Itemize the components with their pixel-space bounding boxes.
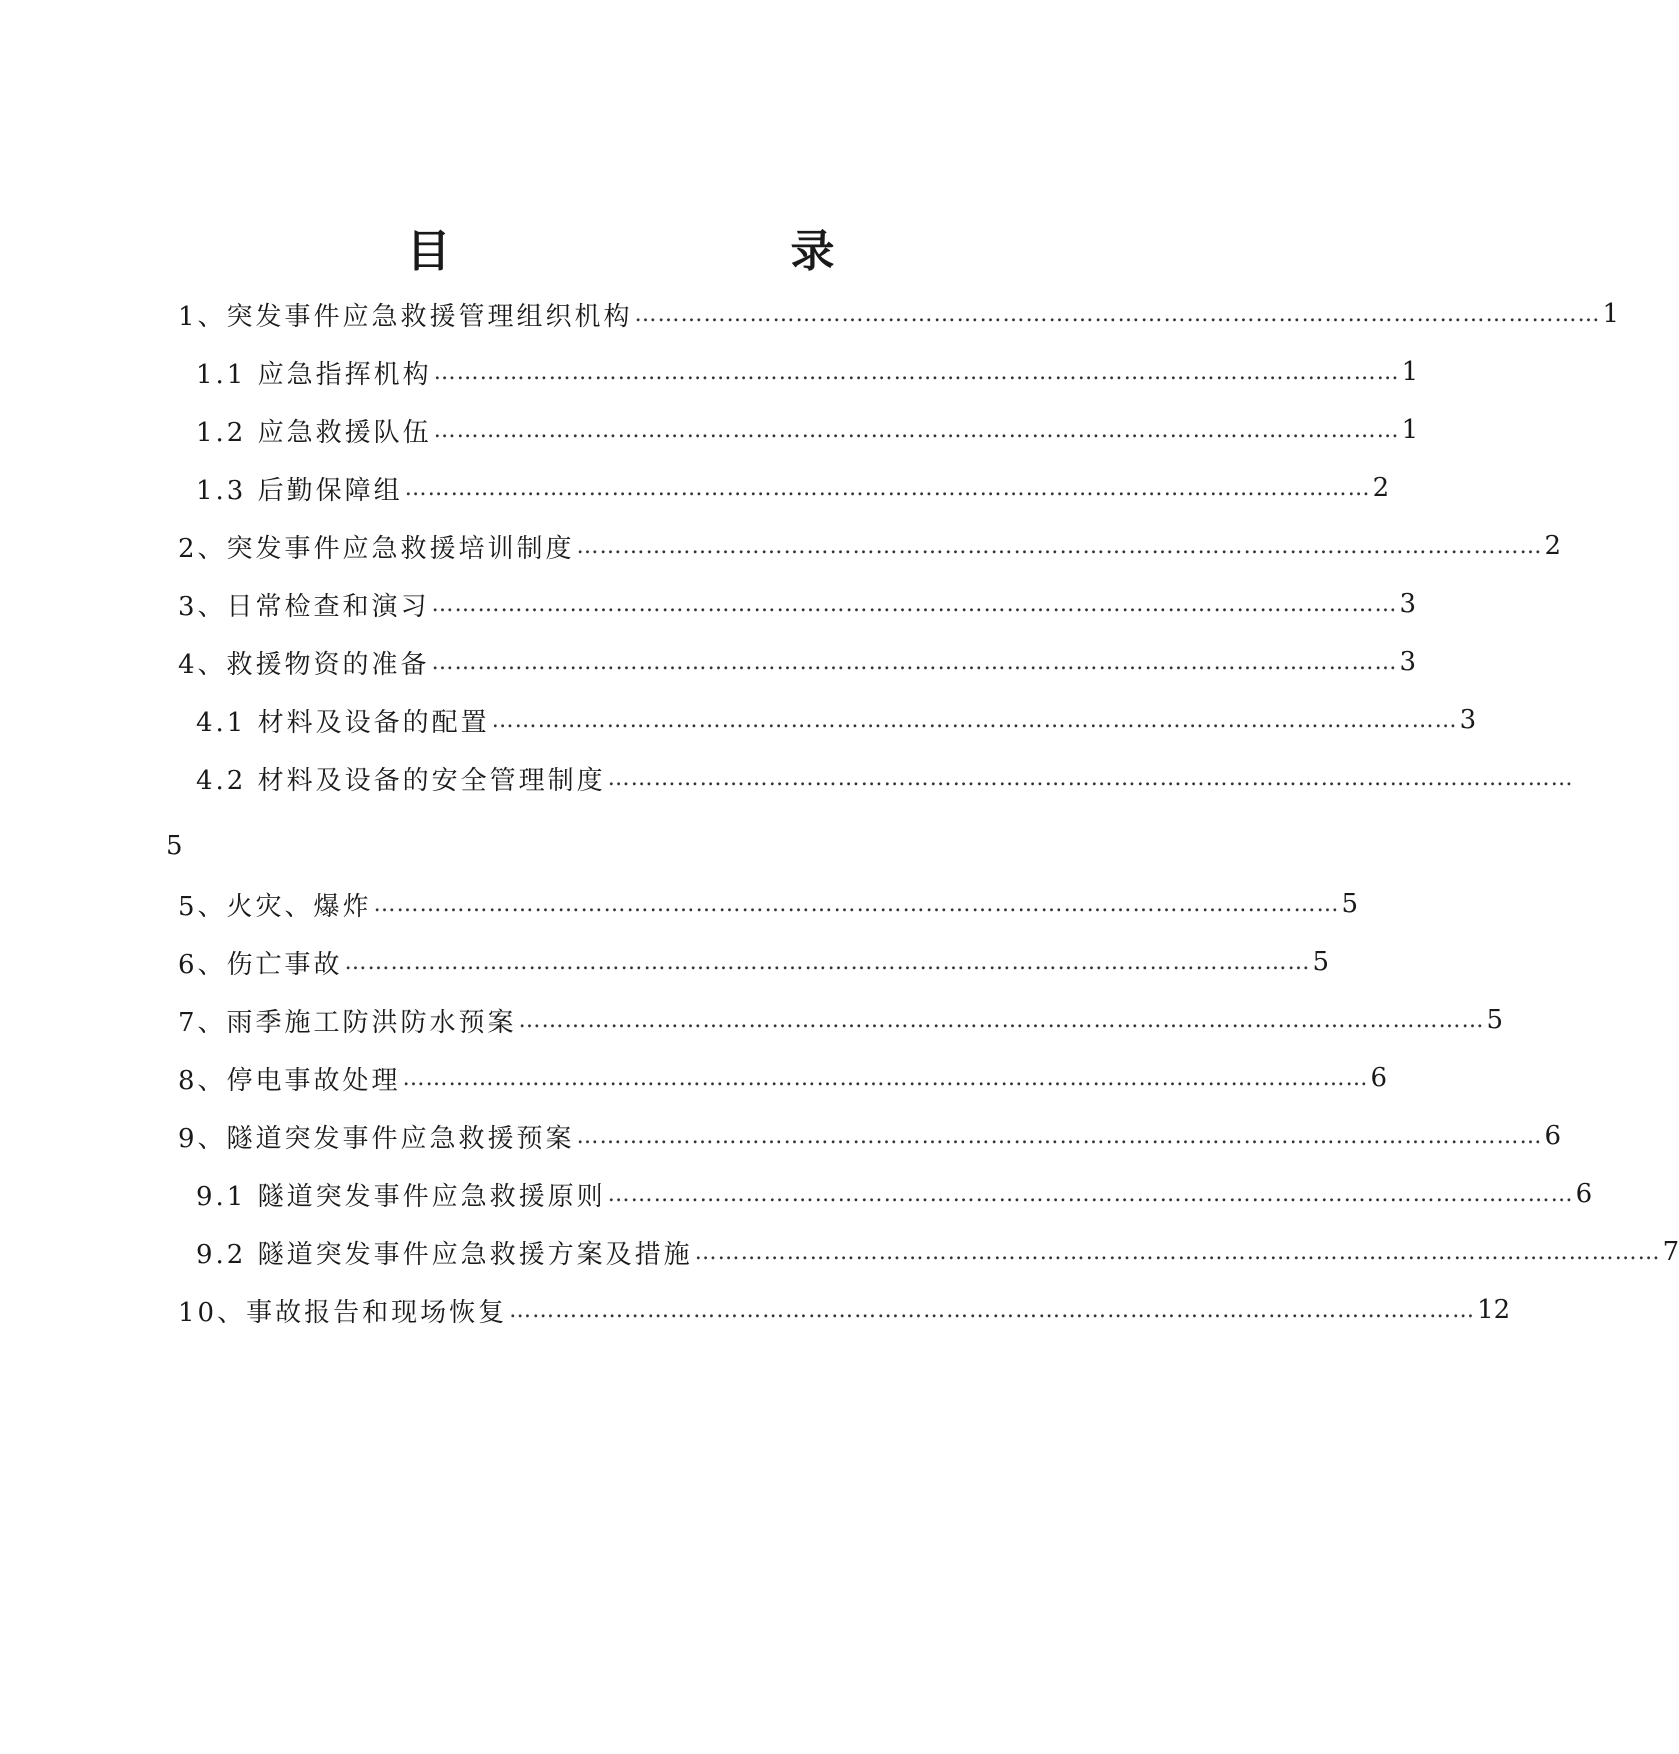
- toc-entry-page: 5: [1486, 1005, 1504, 1035]
- toc-entry-label: 4.2 材料及设备的安全管理制度: [196, 765, 606, 796]
- toc-entry-label: 3、日常检查和演习: [178, 591, 430, 622]
- dot-leader: ………………………………………………………………………………………………………………: [433, 359, 1400, 385]
- dot-leader: ………………………………………………………………………………………………………………: [694, 1239, 1661, 1265]
- dot-leader: ………………………………………………………………………………………………………………: [509, 1297, 1476, 1323]
- dot-leader: ………………………………………………………………………………………………………………: [607, 1181, 1574, 1207]
- toc-entry[interactable]: [178, 584, 1417, 624]
- toc-entry-label: 1.3 后勤保障组: [196, 475, 403, 506]
- toc-entry-page: 12: [1477, 1295, 1511, 1325]
- dot-leader: ………………………………………………………………………………………………………………: [431, 649, 1398, 675]
- toc-entry-page: 5: [1341, 889, 1359, 919]
- toc-entry-page: 3: [1399, 647, 1417, 677]
- toc-entry-page: 1: [1401, 357, 1419, 387]
- toc-entry-page: 2: [1544, 531, 1562, 561]
- toc-entry[interactable]: [178, 1290, 1511, 1330]
- toc-entry[interactable]: [178, 1116, 1562, 1156]
- dot-leader: ………………………………………………………………………………………………………………: [433, 417, 1400, 443]
- toc-entry-label: 4、救援物资的准备: [178, 649, 430, 680]
- dot-leader: ………………………………………………………………………………………………………………: [576, 1123, 1543, 1149]
- dot-leader: ………………………………………………………………………………………………………………: [607, 765, 1574, 791]
- toc-entry-label: 1.2 应急救援队伍: [196, 417, 432, 448]
- toc-entry[interactable]: [178, 1000, 1504, 1040]
- toc-entry[interactable]: [178, 942, 1330, 982]
- toc-entry-page: 6: [1575, 1179, 1593, 1209]
- toc-entry[interactable]: [196, 758, 1574, 798]
- toc-entry[interactable]: [178, 642, 1417, 682]
- toc-entry-page: 6: [1370, 1063, 1388, 1093]
- dot-leader: ………………………………………………………………………………………………………………: [373, 891, 1340, 917]
- toc-entry-label: 1、突发事件应急救援管理组织机构: [178, 301, 633, 332]
- toc-entry[interactable]: [178, 526, 1562, 566]
- toc-entry[interactable]: [178, 294, 1620, 334]
- toc-entry-label: 6、伤亡事故: [178, 949, 343, 980]
- page-title: 目 录: [406, 226, 919, 277]
- toc-entry-label: 4.1 材料及设备的配置: [196, 707, 490, 738]
- toc-entry-label: 9.2 隧道突发事件应急救援方案及措施: [196, 1239, 693, 1270]
- toc-entry-page: 1: [1602, 299, 1620, 329]
- toc-entry-page: 1: [1401, 415, 1419, 445]
- dot-leader: ………………………………………………………………………………………………………………: [576, 533, 1543, 559]
- dot-leader: ………………………………………………………………………………………………………………: [431, 591, 1398, 617]
- toc-entry-label: 5、火灾、爆炸: [178, 891, 372, 922]
- toc-entry-label: 8、停电事故处理: [178, 1065, 401, 1096]
- toc-entry-label: 2、突发事件应急救援培训制度: [178, 533, 575, 564]
- dot-leader: ………………………………………………………………………………………………………………: [518, 1007, 1485, 1033]
- dot-leader: ………………………………………………………………………………………………………………: [491, 707, 1458, 733]
- toc-entry-label: 10、事故报告和现场恢复: [178, 1297, 508, 1328]
- toc-entry[interactable]: [178, 1058, 1388, 1098]
- toc-entry-label: 9.1 隧道突发事件应急救援原则: [196, 1181, 606, 1212]
- toc-entry-label: 1.1 应急指挥机构: [196, 359, 432, 390]
- toc-entry[interactable]: [196, 352, 1419, 392]
- toc-entry-label: 7、雨季施工防洪防水预案: [178, 1007, 517, 1038]
- toc-entry-page: 6: [1544, 1121, 1562, 1151]
- toc-entry-page: 3: [1459, 705, 1477, 735]
- dot-leader: ………………………………………………………………………………………………………………: [402, 1065, 1369, 1091]
- dot-leader: ………………………………………………………………………………………………………………: [344, 949, 1311, 975]
- toc-entry[interactable]: [196, 1232, 1679, 1272]
- toc-entry[interactable]: [196, 468, 1390, 508]
- toc-entry-page-wrapped: 5: [166, 831, 183, 861]
- toc-entry-page: 3: [1399, 589, 1417, 619]
- toc-entry[interactable]: [196, 1174, 1593, 1214]
- toc-entry-label: 9、隧道突发事件应急救援预案: [178, 1123, 575, 1154]
- toc-entry-page: 7: [1662, 1237, 1679, 1267]
- toc-entry-page: 5: [1312, 947, 1330, 977]
- toc-entry-page: 2: [1372, 473, 1390, 503]
- dot-leader: ………………………………………………………………………………………………………………: [404, 475, 1371, 501]
- toc-entry[interactable]: [196, 700, 1477, 740]
- toc-entry[interactable]: [196, 410, 1419, 450]
- toc-entry[interactable]: [178, 884, 1359, 924]
- dot-leader: ………………………………………………………………………………………………………………: [634, 301, 1601, 327]
